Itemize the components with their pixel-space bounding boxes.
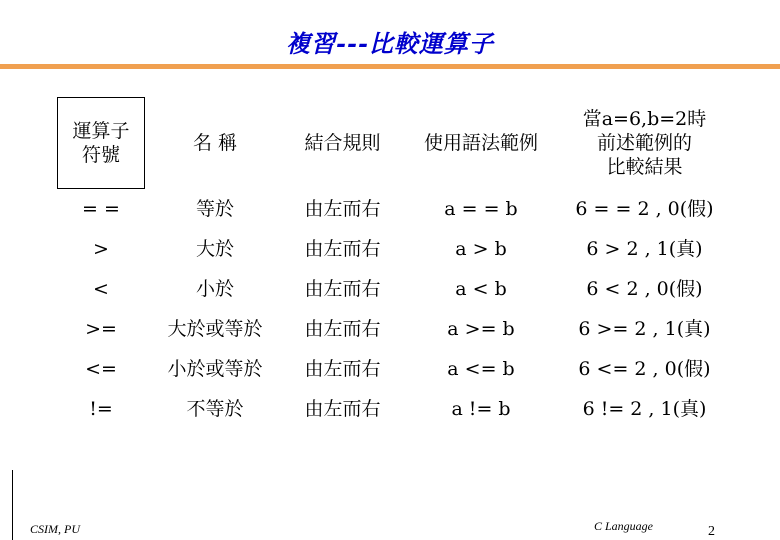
operator-associativity: 由左而右 — [304, 358, 381, 380]
table-row — [57, 389, 727, 429]
header-name — [145, 97, 285, 189]
header-result-line: 前述範例的 — [596, 132, 692, 154]
operator-name: 大於 — [195, 238, 234, 260]
table-row — [57, 189, 727, 229]
header-result-line: 當a=6,b=2時 — [582, 108, 707, 130]
operator-name: 小於或等於 — [167, 358, 263, 380]
header-result — [562, 97, 727, 189]
operator-example: a < b — [455, 278, 507, 300]
header-example-line: 使用語法範例 — [423, 132, 538, 154]
table-header-row — [57, 97, 727, 189]
header-name-line: 名 稱 — [192, 132, 238, 154]
table-row — [57, 229, 727, 269]
header-symbol — [57, 97, 145, 189]
header-associativity — [285, 97, 400, 189]
header-associativity-line: 結合規則 — [304, 132, 381, 154]
operator-associativity: 由左而右 — [304, 398, 381, 420]
footer-course: C Language — [594, 519, 654, 533]
operator-symbol: >= — [85, 318, 117, 340]
operator-result: 6 > 2 , 1(真) — [586, 238, 703, 260]
operator-associativity: 由左而右 — [304, 238, 381, 260]
operator-example: a = = b — [444, 198, 518, 220]
operator-symbol: > — [93, 238, 109, 260]
operator-symbol: < — [93, 278, 109, 300]
operator-name: 等於 — [195, 198, 234, 220]
header-symbol-line: 運算子 — [72, 120, 130, 142]
operator-associativity: 由左而右 — [304, 198, 381, 220]
title-divider — [0, 64, 780, 69]
slide-title: 複習---比較運算子 — [286, 29, 494, 58]
operator-example: a >= b — [447, 318, 515, 340]
operator-associativity: 由左而右 — [304, 318, 381, 340]
footer-organization: CSIM, PU — [30, 522, 80, 536]
operator-name: 不等於 — [186, 398, 244, 420]
operator-associativity: 由左而右 — [304, 278, 381, 300]
table-row — [57, 349, 727, 389]
header-example — [400, 97, 562, 189]
header-result-line: 比較結果 — [606, 156, 683, 178]
footer-divider — [12, 470, 13, 540]
page-number: 2 — [708, 524, 715, 539]
operator-symbol: = = — [82, 198, 120, 220]
operator-result: 6 < 2 , 0(假) — [586, 278, 703, 300]
operator-example: a != b — [451, 398, 511, 420]
operator-result: 6 >= 2 , 1(真) — [578, 318, 711, 340]
operator-result: 6 = = 2 , 0(假) — [575, 198, 714, 220]
operator-symbol: != — [89, 398, 113, 420]
operator-name: 小於 — [195, 278, 234, 300]
operator-name: 大於或等於 — [167, 318, 263, 340]
comparison-operators-table — [57, 97, 727, 429]
operator-example: a <= b — [447, 358, 515, 380]
operator-example: a > b — [455, 238, 507, 260]
table-row — [57, 309, 727, 349]
operator-result: 6 <= 2 , 0(假) — [578, 358, 711, 380]
operator-symbol: <= — [85, 358, 117, 380]
operator-result: 6 != 2 , 1(真) — [582, 398, 707, 420]
header-symbol-line: 符號 — [81, 144, 120, 166]
table-row — [57, 269, 727, 309]
